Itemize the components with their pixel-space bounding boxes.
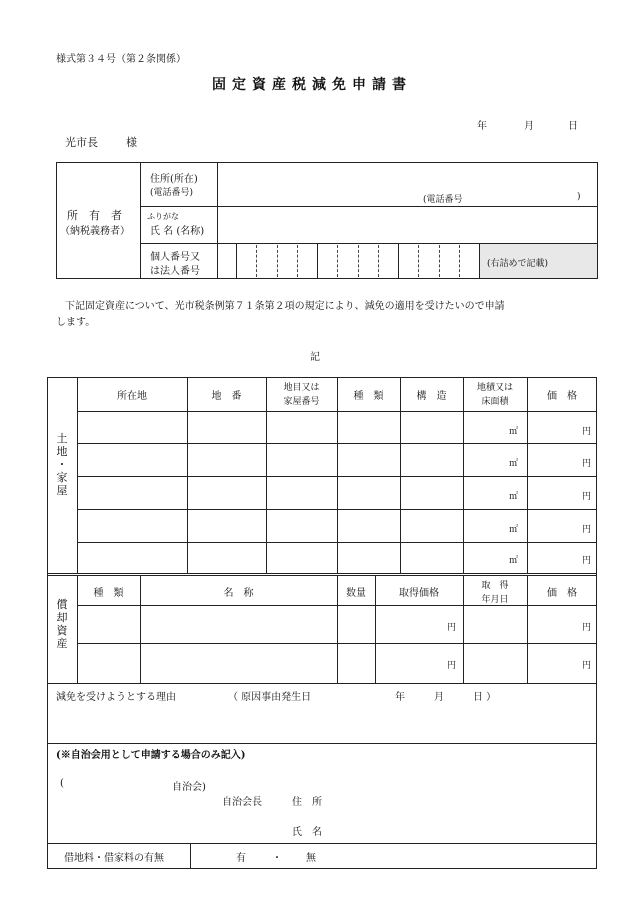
rent-no[interactable]: 無 [306,853,316,864]
page-title: 固定資産税減免申請書 [212,77,412,93]
rent-separator: ・ [272,853,282,864]
depr-row2-price-yen: 円 [582,661,592,671]
name-field[interactable] [219,208,597,242]
col-category-1: 地目又は [283,383,320,393]
depr-row1-acq-yen: 円 [447,623,457,633]
statement-line2: します。 [56,317,96,328]
depr-col-acq-date-2: 年月日 [481,595,509,605]
owner-label: 所 有 者 [67,209,122,222]
col-category-2: 家屋番号 [283,397,320,407]
col-location: 所在地 [117,391,147,402]
depr-col-name: 名 称 [223,588,254,599]
reason-year: 年 [395,692,405,703]
addressee: 光市長 [65,136,98,149]
row5-area-unit: ㎡ [509,556,519,566]
association-name-label: 氏 名 [292,827,322,838]
depr-col-acq-date-1: 取 得 [481,581,509,591]
addressee-suffix: 様 [126,136,137,149]
depr-col-acq-price: 取得価格 [399,588,439,599]
land-side-label: 土 地 ・ 家 屋 [56,432,68,497]
row1-area-unit: ㎡ [509,427,519,437]
rent-label: 借地料・借家料の有無 [64,853,164,864]
reason-day: 日 ） [473,692,497,703]
reason-month: 月 [434,692,444,703]
phone-label: (電話番号 [423,195,463,205]
date-year-label: 年 [477,121,487,132]
reason-date-prefix: （ 原因事由発生日 [228,692,312,703]
date-day-label: 日 [568,121,578,132]
col-area-1: 地積又は [476,383,513,393]
depr-col-type: 種 類 [93,588,124,599]
association-address-label: 住 所 [292,797,322,808]
furigana-label: ふりがな [147,212,179,221]
statement-line1: 下記固定資産について、光市税条例第７１条第２項の規定により、減免の適用を受けたいので申請 [65,301,505,312]
row2-area-unit: ㎡ [509,459,519,469]
address-field[interactable] [219,164,597,204]
depr-row1-price-yen: 円 [582,623,592,633]
row2-yen-unit: 円 [582,459,592,469]
reason-label: 減免を受けようとする理由 [56,692,176,703]
col-area-2: 床面積 [481,397,509,407]
id-label-line1: 個人番号又 [150,252,200,263]
property-table [47,377,597,869]
id-hint: (右詰めで記載) [487,259,549,269]
association-name-close: 自治会) [172,782,206,793]
phone-close: ) [577,192,581,202]
ki-label: 記 [310,352,320,363]
association-paren-open: ( [60,778,64,789]
address-sublabel: (電話番号) [150,188,194,198]
depr-row2-acq-yen: 円 [447,661,457,671]
id-label-line2: は法人番号 [150,266,200,277]
col-structure: 構 造 [416,391,447,402]
association-note: (※自治会用として申請する場合のみ記入) [56,750,246,761]
col-lot-number: 地 番 [211,391,242,402]
association-chief-label: 自治会長 [222,797,262,808]
col-type: 種 類 [353,391,384,402]
address-label: 住所(所在) [150,174,198,185]
date-month-label: 月 [524,121,534,132]
reason-field[interactable] [50,704,594,740]
row4-yen-unit: 円 [582,525,592,535]
row3-area-unit: ㎡ [509,492,519,502]
row4-area-unit: ㎡ [509,525,519,535]
rent-yes[interactable]: 有 [236,853,246,864]
depr-col-quantity: 数量 [346,588,366,599]
col-price: 価 格 [547,391,577,402]
name-label: 氏 名 (名称) [150,226,205,237]
depr-side-label: 償 却 資 産 [56,598,68,650]
owner-sublabel: （納税義務者） [60,226,130,237]
depr-col-price: 価 格 [547,588,577,599]
form-number: 様式第３４号（第２条関係） [56,54,186,65]
row1-yen-unit: 円 [582,427,592,437]
row3-yen-unit: 円 [582,492,592,502]
row5-yen-unit: 円 [582,556,592,566]
